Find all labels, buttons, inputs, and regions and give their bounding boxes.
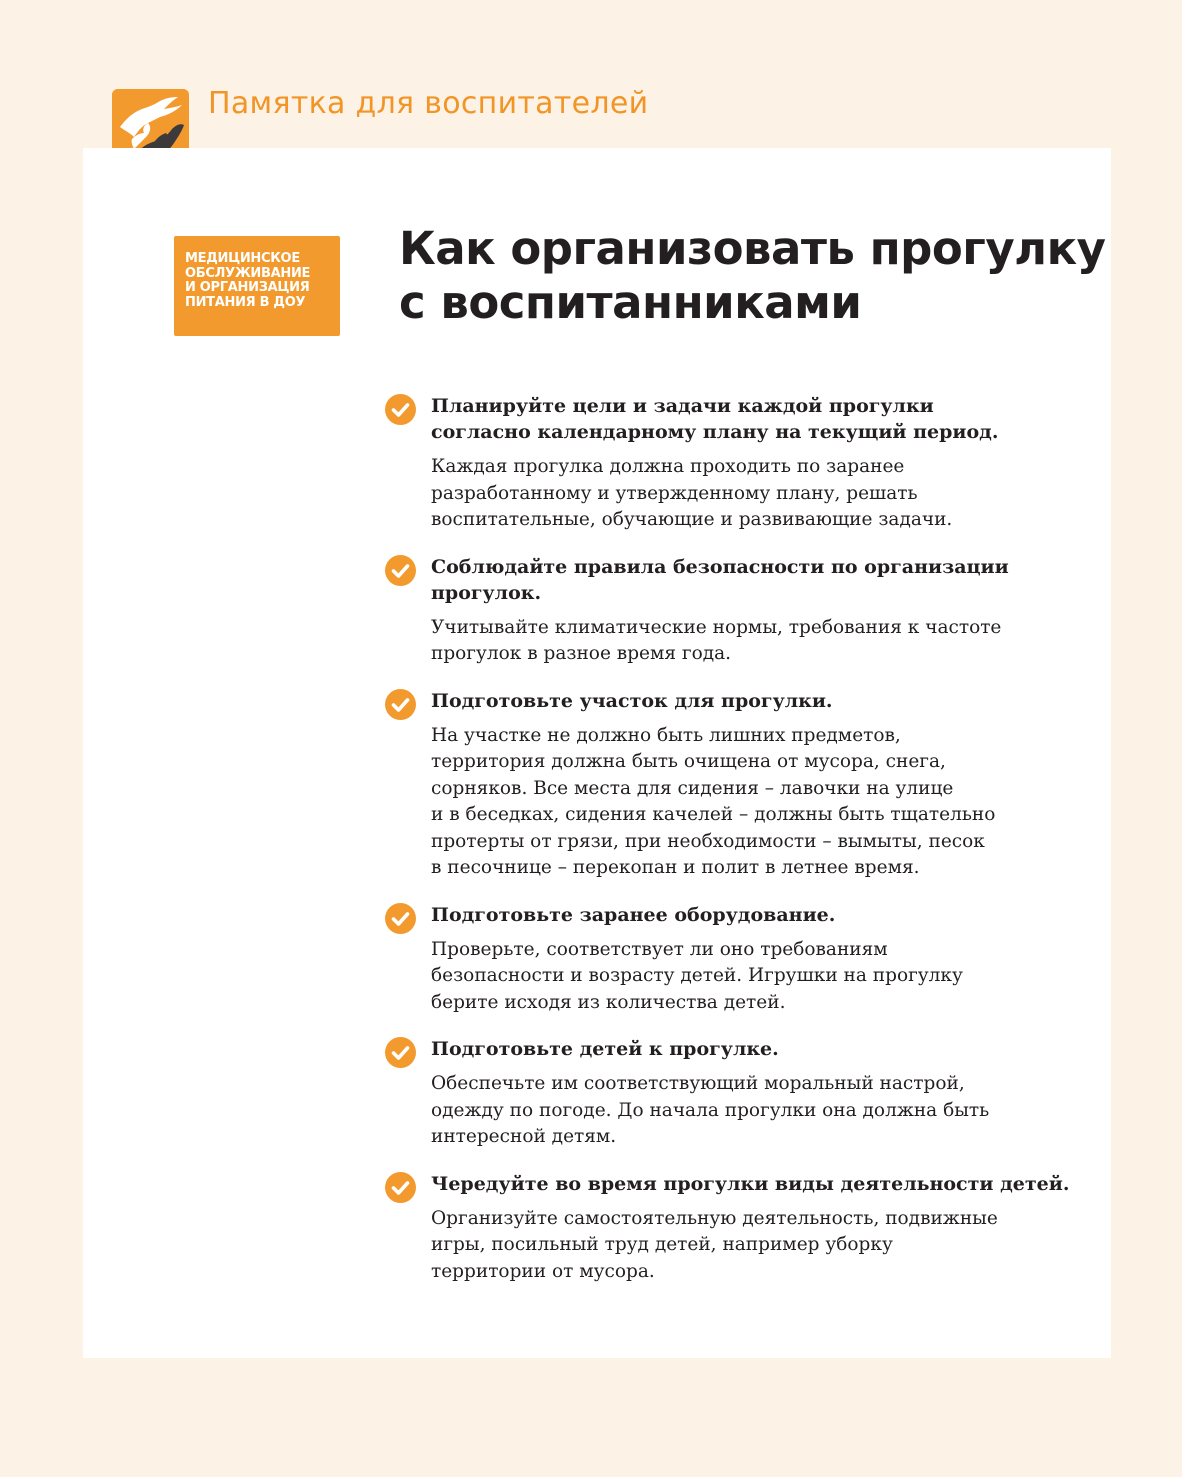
checklist-item-text-line: территории от мусора. bbox=[431, 1260, 655, 1282]
category-badge-line: МЕДИЦИНСКОЕ bbox=[185, 251, 300, 266]
checklist-item-text bbox=[431, 1206, 1065, 1286]
check-circle-icon bbox=[385, 903, 416, 934]
checklist-item bbox=[385, 554, 1065, 668]
checklist-item-heading bbox=[431, 1036, 1065, 1062]
checklist-item-text-line: Учитывайте климатические нормы, требования к частоте bbox=[431, 616, 1002, 638]
category-badge-line: ПИТАНИЯ В ДОУ bbox=[185, 294, 306, 310]
check-circle-icon bbox=[385, 689, 416, 720]
check-circle-icon bbox=[385, 1172, 416, 1203]
page-title bbox=[399, 222, 1106, 330]
checklist-item-text-line: территория должна быть очищена от мусора, снега, bbox=[431, 751, 946, 772]
page-title-line: Как организовать прогулку bbox=[399, 222, 1106, 275]
checklist-item-text-line: На участке не должно быть лишних предметов, bbox=[431, 724, 901, 746]
checklist-item bbox=[385, 393, 1065, 534]
check-circle-icon bbox=[385, 1037, 416, 1068]
checklist-item-text-line: игры, посильный труд детей, например уборку bbox=[431, 1234, 893, 1255]
checklist-item-heading-line: Чередуйте во время прогулки виды деятельности детей. bbox=[431, 1172, 1070, 1195]
checklist-item-text-line: интересной детям. bbox=[431, 1126, 617, 1147]
checklist-item-text-line: Обеспечьте им соответствующий моральный настрой, bbox=[431, 1073, 965, 1094]
checklist-item-text-line: Каждая прогулка должна проходить по заранее bbox=[431, 456, 905, 477]
checklist-item-heading bbox=[431, 554, 1065, 606]
checklist-item-heading bbox=[431, 393, 1065, 445]
checklist-item-text-line: разработанному и утвержденному плану, решать bbox=[431, 482, 918, 504]
page-header-title: Памятка для воспитателей bbox=[208, 86, 649, 121]
checklist-item bbox=[385, 1171, 1070, 1286]
category-badge-line: ОБСЛУЖИВАНИЕ bbox=[185, 265, 311, 281]
check-circle-icon bbox=[385, 555, 416, 586]
checklist-item-text bbox=[431, 615, 1065, 668]
checklist-item-text bbox=[431, 723, 1065, 882]
check-circle-icon bbox=[385, 394, 416, 425]
checklist-item-text bbox=[431, 937, 1065, 1017]
checklist-item-heading bbox=[431, 688, 1065, 714]
checklist-item-text-line: в песочнице – перекопан и полит в летнее время. bbox=[431, 857, 920, 878]
checklist-item-text-line: воспитательные, обучающие и развивающие задачи. bbox=[431, 509, 953, 530]
checklist bbox=[385, 393, 1070, 1305]
checklist-item-heading-line: Планируйте цели и задачи каждой прогулки bbox=[431, 395, 934, 417]
checklist-item-heading-line: Подготовьте заранее оборудование. bbox=[431, 903, 836, 926]
checklist-item-text-line: прогулок в разное время года. bbox=[431, 643, 732, 664]
checklist-item-text-line: Организуйте самостоятельную деятельность, подвижные bbox=[431, 1207, 998, 1229]
checklist-item bbox=[385, 902, 1065, 1017]
checklist-item-heading-line: Соблюдайте правила безопасности по организации bbox=[431, 555, 1009, 578]
checklist-item bbox=[385, 1036, 1065, 1151]
checklist-item-text-line: берите исходя из количества детей. bbox=[431, 991, 786, 1013]
category-badge-line: И ОРГАНИЗАЦИЯ bbox=[185, 280, 310, 296]
checklist-item-text-line: и в беседках, сидения качелей – должны быть тщательно bbox=[431, 804, 996, 825]
checklist-item-heading-line: Подготовьте детей к прогулке. bbox=[431, 1038, 779, 1060]
checklist-item-text bbox=[431, 454, 1065, 534]
category-badge bbox=[174, 236, 340, 336]
checklist-item-text-line: Проверьте, соответствует ли оно требованиям bbox=[431, 938, 888, 960]
checklist-item-heading bbox=[431, 1171, 1070, 1197]
page-title-line: с воспитанниками bbox=[399, 276, 862, 329]
checklist-item-text bbox=[431, 1071, 1065, 1151]
checklist-item-heading bbox=[431, 902, 1065, 928]
checklist-item-heading-line: согласно календарному плану на текущий период. bbox=[431, 421, 999, 443]
checklist-item-heading-line: Подготовьте участок для прогулки. bbox=[431, 689, 833, 712]
checklist-item-text-line: сорняков. Все места для сидения – лавочки на улице bbox=[431, 777, 954, 799]
checklist-item-text-line: одежду по погоде. До начала прогулки она должна быть bbox=[431, 1099, 990, 1121]
checklist-item-text-line: безопасности и возрасту детей. Игрушки на прогулку bbox=[431, 965, 963, 986]
checklist-item-text-line: протерты от грязи, при необходимости – вымыты, песок bbox=[431, 830, 985, 852]
checklist-item bbox=[385, 688, 1065, 882]
checklist-item-heading-line: прогулок. bbox=[431, 581, 542, 604]
